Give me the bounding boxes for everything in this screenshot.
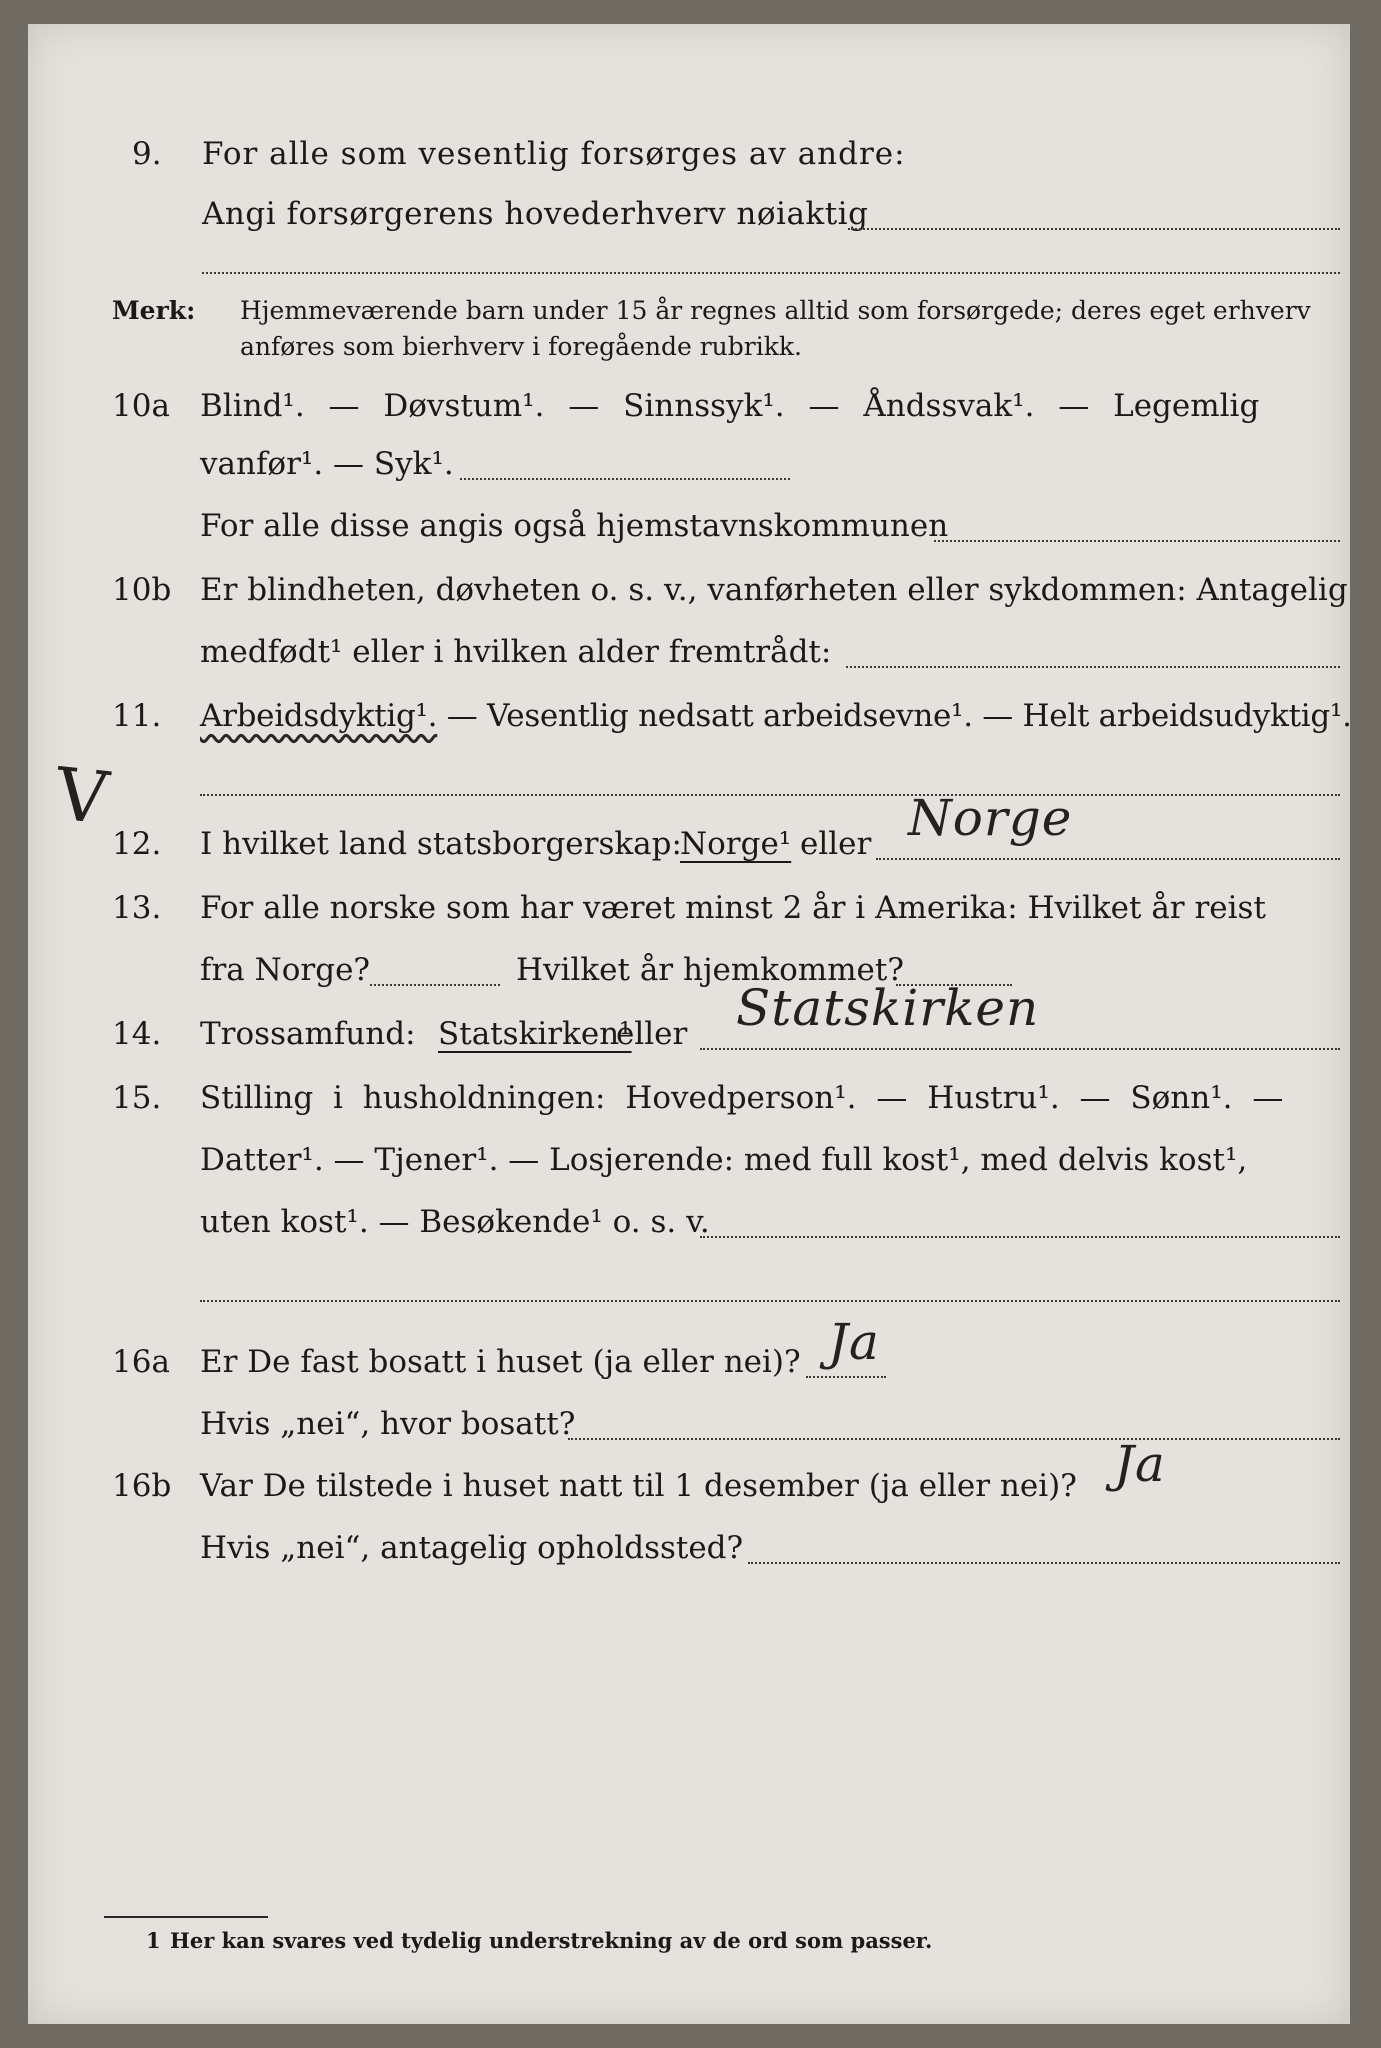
footnote-text: Her kan svares ved tydelig understrekning av de ord som passer. xyxy=(170,1928,933,1953)
answer-line[interactable] xyxy=(848,228,1340,230)
question-text: Var De tilstede i huset natt til 1 desember (ja eller nei)? xyxy=(200,1468,1077,1504)
note-text: anføres som bierhverv i foregående rubrikk. xyxy=(240,332,802,361)
selected-option[interactable]: Statskirken¹ xyxy=(438,1016,632,1052)
question-number: 11. xyxy=(112,698,162,734)
answer-line[interactable] xyxy=(700,1236,1340,1238)
question-number: 16a xyxy=(112,1344,170,1380)
answer-line[interactable] xyxy=(370,984,500,986)
question-number: 12. xyxy=(112,826,162,862)
question-number: 9. xyxy=(132,136,162,172)
answer-line[interactable] xyxy=(934,540,1340,542)
question-text: Datter¹. — Tjener¹. — Losjerende: med full kost¹, med delvis kost¹, xyxy=(200,1142,1248,1178)
handwritten-answer: Statskirken xyxy=(736,979,1040,1037)
selected-option[interactable]: Arbeidsdyktig¹. xyxy=(200,698,438,734)
question-text: For alle disse angis også hjemstavnskommunen xyxy=(200,508,949,544)
question-number: 10a xyxy=(112,388,170,424)
footnote-rule xyxy=(104,1916,268,1918)
question-text: eller xyxy=(616,1016,688,1052)
handwritten-answer: Ja xyxy=(1114,1435,1166,1493)
question-number: 14. xyxy=(112,1016,162,1052)
footnote-mark: 1 xyxy=(146,1928,161,1953)
margin-check-mark: V xyxy=(51,751,114,841)
question-number: 13. xyxy=(112,890,162,926)
question-text: fra Norge? xyxy=(200,952,371,988)
question-number: 15. xyxy=(112,1080,162,1116)
question-text: medfødt¹ eller i hvilken alder fremtrådt: xyxy=(200,634,832,670)
question-text: eller xyxy=(800,826,872,862)
answer-line[interactable] xyxy=(748,1562,1340,1564)
question-text: Hvis „nei“, antagelig opholdssted? xyxy=(200,1530,744,1566)
question-text: Stilling i husholdningen: Hovedperson¹. — Hustru¹. — Sønn¹. — xyxy=(200,1080,1284,1116)
question-text: Er blindheten, døvheten o. s. v., vanførheten eller sykdommen: Antagelig xyxy=(200,572,1348,608)
question-text: For alle som vesentlig forsørges av andre: xyxy=(202,136,906,172)
question-text: Trossamfund: xyxy=(200,1016,416,1052)
answer-line[interactable] xyxy=(806,1376,886,1378)
question-text: Blind¹. — Døvstum¹. — Sinnssyk¹. — Åndssvak¹. — Legemlig xyxy=(200,388,1260,424)
handwritten-answer: Ja xyxy=(828,1313,880,1371)
answer-line[interactable] xyxy=(846,666,1340,668)
answer-line[interactable] xyxy=(700,1048,1340,1050)
question-number: 16b xyxy=(112,1468,172,1504)
question-text: Arbeidsdyktig¹. — Vesentlig nedsatt arbeidsevne¹. — Helt arbeidsudyktig¹. xyxy=(200,698,1352,734)
handwritten-answer: Norge xyxy=(908,789,1073,847)
answer-line[interactable] xyxy=(200,1300,1340,1302)
note-text: Hjemmeværende barn under 15 år regnes alltid som forsørgede; deres eget erhverv xyxy=(240,296,1311,325)
question-text: Angi forsørgerens hovederhverv nøiaktig xyxy=(202,196,869,232)
answer-line[interactable] xyxy=(460,478,790,480)
form-page xyxy=(28,24,1350,2024)
selected-option[interactable]: Norge¹ xyxy=(680,826,792,862)
answer-line[interactable] xyxy=(876,858,1340,860)
question-text: uten kost¹. — Besøkende¹ o. s. v. xyxy=(200,1204,710,1240)
question-number: 10b xyxy=(112,572,172,608)
question-text: I hvilket land statsborgerskap: xyxy=(200,826,682,862)
answer-line[interactable] xyxy=(568,1438,1340,1440)
note-label: Merk: xyxy=(112,296,196,325)
question-text: For alle norske som har været minst 2 år i Amerika: Hvilket år reist xyxy=(200,890,1266,926)
question-text: Er De fast bosatt i huset (ja eller nei)? xyxy=(200,1344,801,1380)
question-text: Hvilket år hjemkommet? xyxy=(516,952,904,988)
answer-line[interactable] xyxy=(200,794,1340,796)
question-text: Hvis „nei“, hvor bosatt? xyxy=(200,1406,576,1442)
question-text: vanfør¹. — Syk¹. xyxy=(200,446,454,482)
answer-line[interactable] xyxy=(202,272,1340,274)
